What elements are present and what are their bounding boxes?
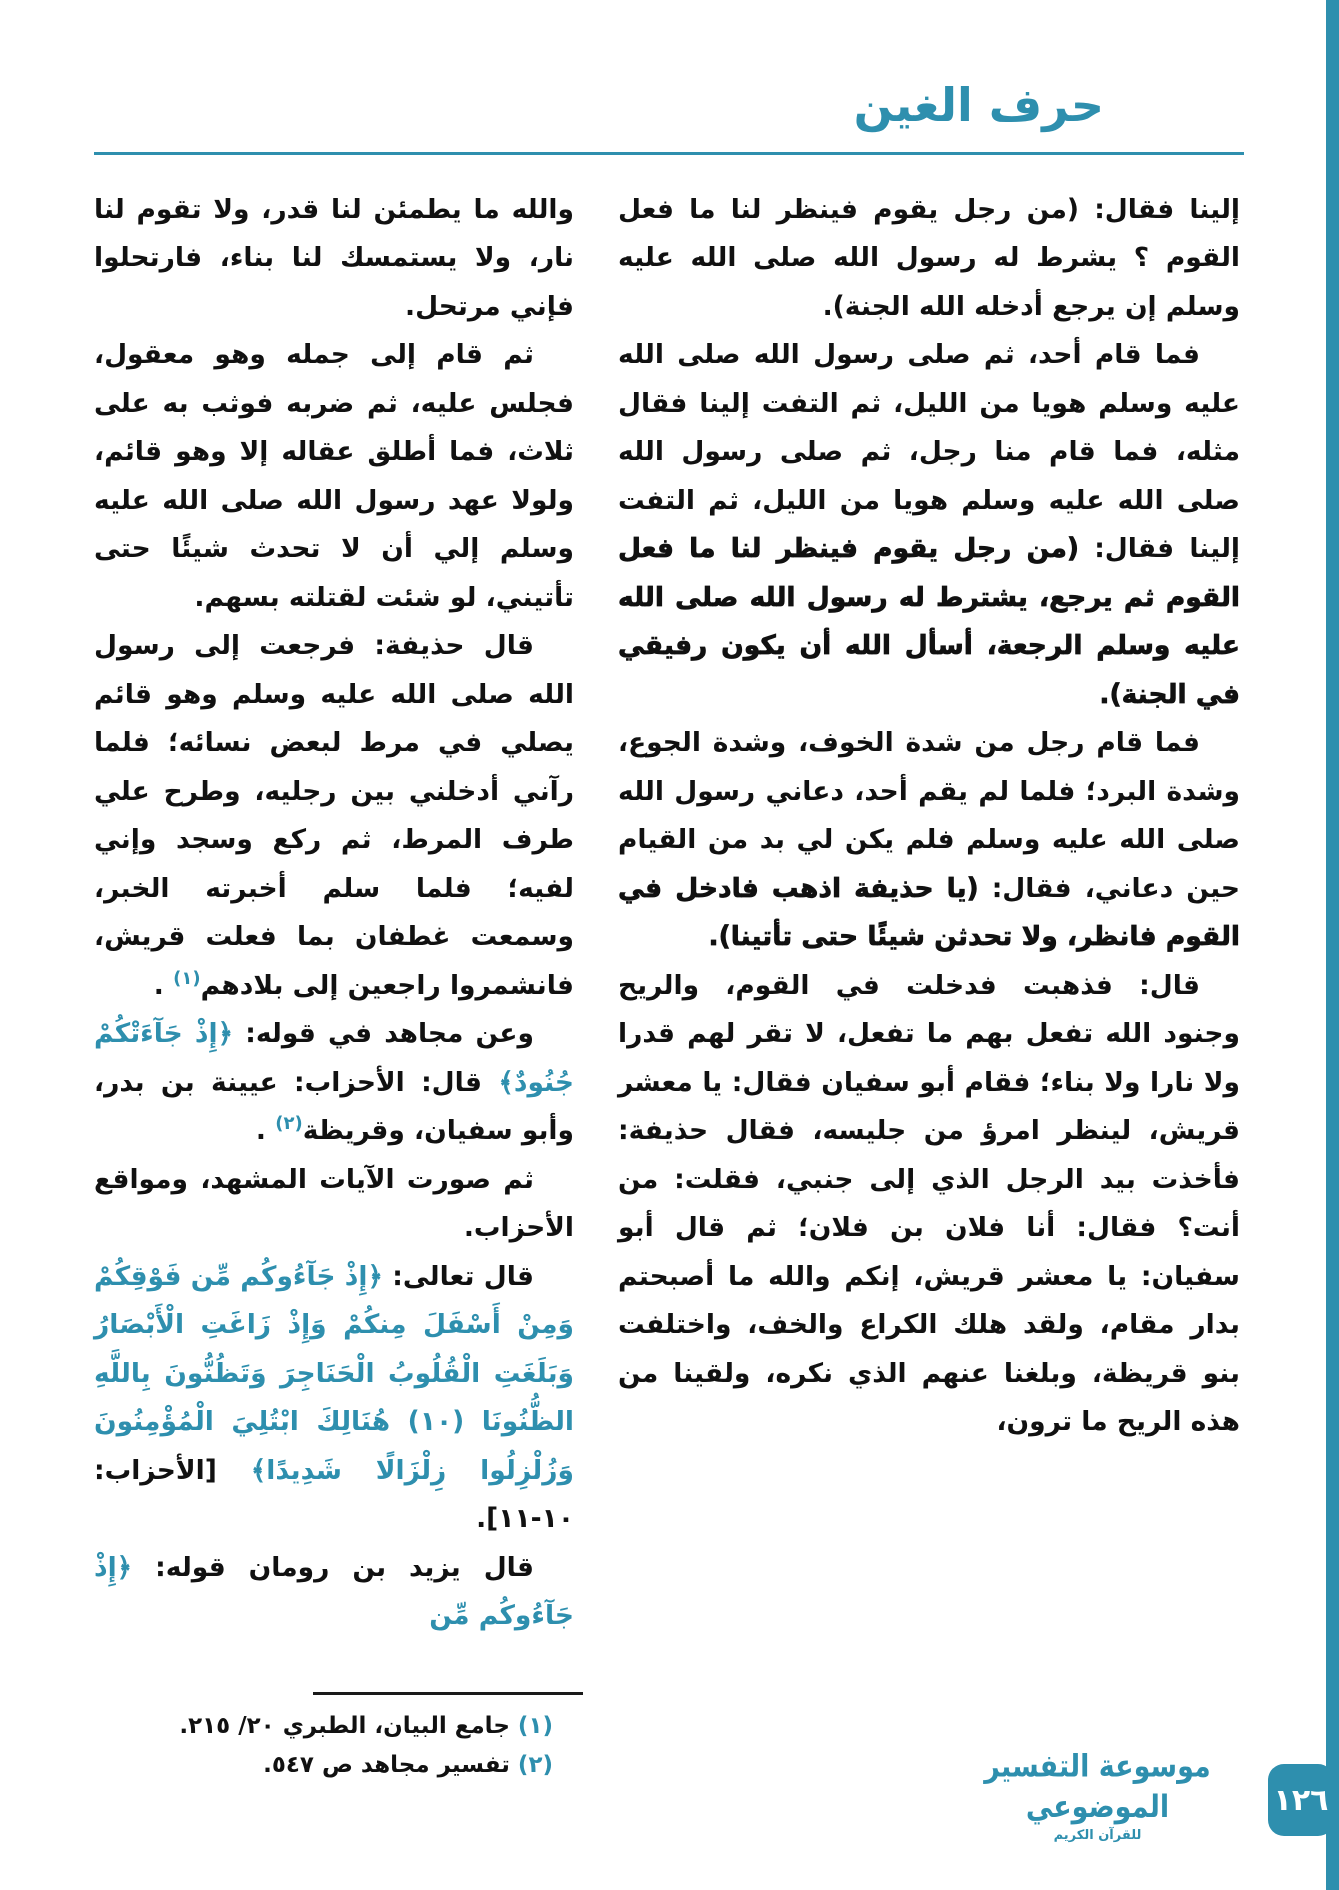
paragraph [94,1010,574,1155]
logo-text-sub: للقرآن الكريم [1053,1828,1142,1844]
body-text: [الأحزاب: ١٠-١١]. [94,1454,574,1535]
text-columns [94,186,1240,1641]
footnotes [95,1692,583,1785]
body-text: والله ما يطمئن لنا قدر، ولا تقوم لنا نار، ولا يستمسك لنا بناء، فارتحلوا فإني مرتحل. [94,194,574,322]
footnote-number: (١) [509,1713,553,1739]
quran-verse: ﴿إِذْ جَآءُوكُم مِّن فَوْقِكُمْ وَمِنْ أَسْفَلَ مِنكُمْ وَإِذْ زَاغَتِ الْأَبْصَارُ وَبَلَغَتِ الْقُلُوبُ الْحَنَاجِرَ وَتَظُنُّونَ بِاللَّهِ الظُّنُونَا (١٠) هُنَالِكَ ابْتُلِيَ الْمُؤْمِنُونَ وَزُلْزِلُوا زِلْزَالًا شَدِيدًا﴾ [94,1260,574,1486]
body-text: . [153,969,174,1001]
paragraph [94,622,574,1010]
body-text: قال يزيد بن رومان قوله: [132,1551,534,1583]
footnote-separator [313,1692,583,1695]
body-text: قال حذيفة: فرجعت إلى رسول الله صلى الله عليه وسلم وهو قائم يصلي في مرط لبعض نسائه؛ فلما رآني أدخلني بين رجليه، وطرح علي طرف المرط، ثم ركع وسجد وإني لفيه؛ فلما سلم أخبرته الخبر، وسمعت غطفان بما فعلت قريش، فانشمروا راجعين إلى بلادهم [94,630,574,1001]
footnote-item [95,1707,583,1746]
quran-verse: ﴿إِذْ جَآءُوكُم مِّن [94,1551,574,1632]
header-rule [94,152,1244,155]
paragraph [618,962,1240,1447]
body-text: إلينا فقال: (من رجل يقوم فينظر لنا ما فعل القوم ؟ يشرط له رسول الله صلى الله عليه وسلم إن يرجع أدخله الله الجنة). [618,194,1240,322]
emphasized-text: (يا حذيفة اذهب فادخل في القوم فانظر، ولا تحدثن شيئًا حتى تأتينا). [618,872,1240,953]
body-text: وعن مجاهد في قوله: [233,1018,534,1050]
page-number-badge: ١٢٦ [1268,1764,1334,1836]
footnote-item [95,1746,583,1785]
page-edge-bar [1326,0,1339,1890]
body-text: قال تعالى: [382,1260,534,1292]
quran-verse: ﴿إِذْ جَآءَتْكُمْ جُنُودٌ﴾ [94,1018,574,1098]
footnote-ref: (٢) [275,1113,303,1135]
body-text: فما قام رجل من شدة الخوف، وشدة الجوع، وشدة البرد؛ فلما لم يقم أحد، دعاني رسول الله صلى الله عليه وسلم فلم يكن لي بد من القيام حين دعاني، فقال: [618,727,1240,904]
footnote-text: جامع البيان، الطبري ٢٠/ ٢١٥. [179,1713,510,1739]
paragraph [618,331,1240,719]
column-left [94,186,574,1641]
footnote-number: (٢) [509,1752,553,1779]
publisher-logo [980,1749,1215,1844]
footnote-list [95,1707,583,1785]
logo-text-main: موسوعة التفسير الموضوعي [984,1749,1211,1826]
paragraph [618,719,1240,961]
footnote-ref: (١) [173,967,201,989]
paragraph [94,1253,574,1544]
paragraph [618,186,1240,331]
paragraph [94,331,574,622]
body-text: قال: فذهبت فدخلت في القوم، والريح وجنود الله تفعل بهم ما تفعل، لا تقر لهم قدرا ولا نارا ولا بناء؛ فقام أبو سفيان فقال: يا معشر قريش، لينظر امرؤ من جليسه، فقال حذيفة: فأخذت بيد الرجل الذي إلى جنبي، فقلت: من أنت؟ فقال: أنا فلان بن فلان؛ ثم قال أبو سفيان: يا معشر قريش، إنكم والله ما أصبحتم بدار مقام، ولقد هلك الكراع والخف، واختلفت بنو قريظة، وبلغنا عنهم الذي نكره، ولقينا من هذه الريح ما ترون، [618,969,1240,1438]
paragraph [94,1544,574,1641]
body-text: ثم قام إلى جمله وهو معقول، فجلس عليه، ثم ضربه فوثب به على ثلاث، فما أطلق عقاله إلا وهو قائم، ولولا عهد رسول الله صلى الله عليه وسلم إلي أن لا تحدث شيئًا حتى تأتيني، لو شئت لقتلته بسهم. [94,339,574,613]
footnote-text: تفسير مجاهد ص ٥٤٧. [263,1752,510,1779]
chapter-title: حرف الغين [853,78,1104,132]
paragraph [94,186,574,331]
column-right [618,186,1240,1641]
body-text: ثم صورت الآيات المشهد، ومواقع الأحزاب. [94,1163,574,1244]
body-text: فما قام أحد، ثم صلى رسول الله صلى الله عليه وسلم هويا من الليل، ثم التفت إلينا فقال مثله، فما قام منا رجل، ثم صلى رسول الله صلى الله عليه وسلم هويا من الليل، ثم التفت إلينا فقال: [618,339,1240,565]
emphasized-text: (من رجل يقوم فينظر لنا ما فعل القوم ثم يرجع، يشترط له رسول الله صلى الله عليه وسلم الرجعة، أسأل الله أن يكون رفيقي في الجنة). [618,533,1240,710]
body-text: . [255,1115,276,1147]
paragraph [94,1156,574,1253]
body-text: قال: الأحزاب: عيينة بن بدر، وأبو سفيان، وقريظة [94,1066,574,1147]
